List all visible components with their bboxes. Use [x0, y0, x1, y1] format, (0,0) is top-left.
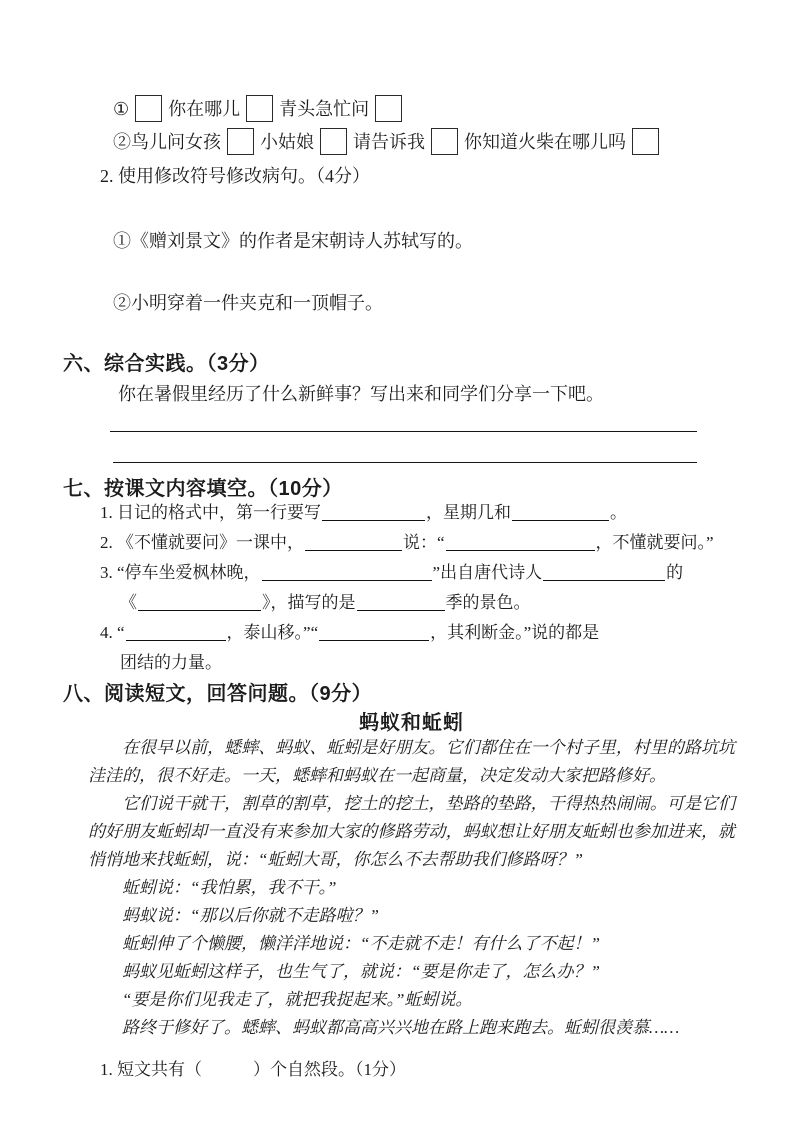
- writing-line-1[interactable]: [110, 431, 697, 432]
- text-segment: 4. “: [100, 623, 125, 642]
- fill-in-blank[interactable]: [357, 594, 445, 611]
- answer-box[interactable]: [632, 128, 659, 155]
- fill-in-line: [100, 530, 714, 560]
- correction-sentence-2: ②小明穿着一件夹克和一顶帽子。: [113, 293, 383, 313]
- correction-heading: 2. 使用修改符号修改病句。（4分）: [100, 166, 370, 186]
- fill-in-line: [100, 620, 714, 650]
- text-segment: 《: [120, 593, 137, 612]
- text-segment: ①: [113, 99, 130, 119]
- text-segment: 小姑娘: [260, 132, 314, 152]
- text-segment: 你在哪儿: [168, 99, 241, 119]
- text-segment: 说：“: [403, 533, 445, 552]
- answer-box[interactable]: [246, 95, 273, 122]
- passage-paragraph: “要是你们见我走了，就把我捉起来。”蚯蚓说。: [122, 990, 473, 1009]
- text-segment: ，不懂就要问。”: [595, 533, 714, 552]
- text-segment: 。: [610, 503, 627, 522]
- text-segment: ，泰山移。”“: [226, 623, 319, 642]
- text-segment: 的: [666, 563, 684, 582]
- section-6-prompt: 你在暑假里经历了什么新鲜事？写出来和同学们分享一下吧。: [118, 384, 604, 404]
- fill-in-line: [120, 650, 714, 680]
- fill-in-blank[interactable]: [305, 534, 402, 551]
- text-segment: 你知道火柴在哪儿吗: [464, 132, 626, 152]
- text-segment: ”出自唐代诗人: [432, 563, 543, 582]
- fill-in-blank[interactable]: [319, 624, 429, 641]
- fill-in-line: [120, 590, 714, 620]
- text-segment: 请告诉我: [353, 132, 425, 152]
- text-segment: 团结的力量。: [120, 653, 222, 672]
- writing-line-2[interactable]: [113, 462, 697, 463]
- answer-box[interactable]: [135, 95, 162, 122]
- passage-paragraph: 蚯蚓伸了个懒腰，懒洋洋地说：“不走就不走！有什么了不起！”: [122, 934, 600, 953]
- punctuation-line-1: [113, 95, 408, 123]
- text-segment: 1. 日记的格式中，第一行要写: [100, 503, 321, 522]
- passage-question-1: 1. 短文共有（ ）个自然段。（1分）: [100, 1060, 406, 1079]
- passage-paragraph: 蚂蚁见蚯蚓这样子，也生气了，就说：“要是你走了，怎么办？”: [122, 962, 600, 981]
- section-8-heading: 八、阅读短文，回答问题。（9分）: [63, 683, 373, 705]
- fill-in-line: [100, 560, 714, 590]
- section-7-heading: 七、按课文内容填空。（10分）: [63, 478, 343, 500]
- text-segment: 季的景色。: [445, 593, 531, 612]
- answer-box[interactable]: [227, 128, 254, 155]
- text-segment: 3. “停车坐爱枫林晚，: [100, 563, 261, 582]
- fill-in-blank[interactable]: [543, 564, 665, 581]
- correction-sentence-1: ①《赠刘景文》的作者是宋朝诗人苏轼写的。: [113, 231, 473, 251]
- punctuation-line-2: [113, 128, 665, 156]
- passage-paragraph: 蚯蚓说：“我怕累，我不干。”: [122, 878, 337, 897]
- passage-body: [88, 734, 735, 1042]
- passage-paragraph: 路终于修好了。蟋蟀、蚂蚁都高高兴兴地在路上跑来跑去。蚯蚓很羡慕……: [122, 1018, 680, 1037]
- passage-paragraph: 在很早以前，蟋蟀、蚂蚁、蚯蚓是好朋友。它们都住在一个村子里，村里的路坑坑洼洼的，很不好走。一天，蟋蟀和蚂蚁在一起商量，决定发动大家把路修好。: [88, 738, 735, 785]
- answer-box[interactable]: [375, 95, 402, 122]
- text-segment: 青头急忙问: [279, 99, 370, 119]
- fill-in-blank[interactable]: [138, 594, 261, 611]
- fill-in-blank[interactable]: [322, 504, 425, 521]
- fill-in-blank[interactable]: [446, 534, 595, 551]
- passage-title: 蚂蚁和蚯蚓: [359, 712, 464, 734]
- text-segment: 2. 《不懂就要问》一课中，: [100, 533, 304, 552]
- text-segment: ，星期几和: [426, 503, 511, 522]
- fill-in-line: [100, 500, 714, 530]
- text-segment: ②鸟儿问女孩: [113, 132, 221, 152]
- fill-in-blank[interactable]: [126, 624, 226, 641]
- answer-box[interactable]: [320, 128, 347, 155]
- section-7-items: [63, 500, 714, 680]
- passage-paragraph: 它们说干就干，割草的割草，挖土的挖土，垫路的垫路，干得热热闹闹。可是它们的好朋友蚯蚓却一直没有来参加大家的修路劳动，蚂蚁想让好朋友蚯蚓也参加进来，就悄悄地来找蚯蚓，说：“蚯蚓大哥，你怎么不去帮助我们修路呀？”: [88, 794, 735, 869]
- passage-paragraph: 蚂蚁说：“那以后你就不走路啦？”: [122, 906, 379, 925]
- text-segment: ，其利断金。”说的都是: [430, 623, 600, 642]
- section-6-heading: 六、综合实践。（3分）: [63, 353, 270, 375]
- fill-in-blank[interactable]: [512, 504, 609, 521]
- fill-in-blank[interactable]: [262, 564, 432, 581]
- answer-box[interactable]: [431, 128, 458, 155]
- text-segment: 》，描写的是: [262, 593, 356, 612]
